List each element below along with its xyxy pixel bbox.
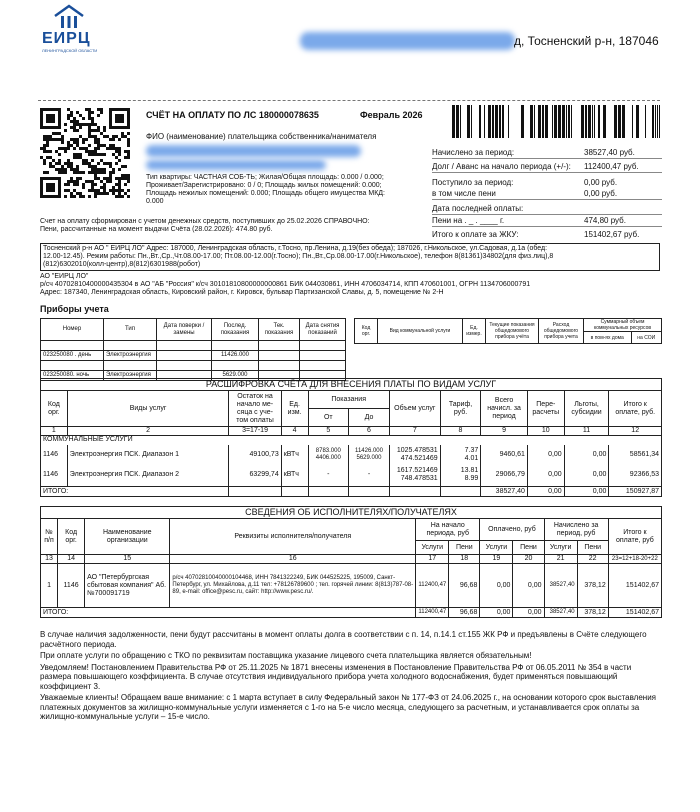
executor-total: 151402,67 bbox=[608, 564, 661, 608]
footer-notes bbox=[40, 630, 662, 722]
services-header: Итого к оплате, руб. bbox=[609, 391, 662, 427]
services-header: Тариф, руб. bbox=[440, 391, 481, 427]
col-number: 14 bbox=[58, 555, 85, 564]
meter-number: 023250080. ночь bbox=[41, 371, 104, 381]
executors-header: Услуги bbox=[480, 541, 513, 555]
contacts-box bbox=[40, 243, 660, 271]
info-line: 0.000 bbox=[146, 198, 164, 205]
meter-number: 023250080 . день bbox=[41, 351, 104, 361]
org-line: АО "ЕИРЦ ЛО" bbox=[40, 273, 89, 280]
executors-header: Оплачено, руб bbox=[480, 519, 544, 541]
services-header: Показания bbox=[308, 391, 389, 409]
services-header: Всего начисл. за период bbox=[481, 391, 528, 427]
service-volume: 1025.478531 474.521469 bbox=[389, 445, 440, 465]
executors-header: Код орг. bbox=[58, 519, 85, 555]
col-number: 11 bbox=[564, 427, 609, 436]
meters-header: Тип bbox=[104, 319, 157, 341]
col-number: 10 bbox=[527, 427, 564, 436]
col-number: 1 bbox=[41, 427, 68, 436]
owner-label: ФИО (наименование) плательщика собственника/нанимателя bbox=[146, 132, 377, 141]
executors-col-numbers bbox=[41, 555, 662, 564]
logo-text: ЕИРЦ bbox=[42, 30, 91, 47]
services-total-row bbox=[41, 487, 662, 497]
executor-num: 1 bbox=[41, 564, 58, 608]
service-charged: 9460,61 bbox=[481, 445, 528, 465]
executors-total-sum: 151402,67 bbox=[608, 608, 661, 618]
executors-total-charged-services: 38527,40 bbox=[544, 608, 577, 618]
meters-header: Послед. показания bbox=[212, 319, 259, 341]
col-number: 15 bbox=[85, 555, 170, 564]
col-number: 23=12+18-20+22 bbox=[608, 555, 661, 564]
executors-header: Итого к оплате, руб bbox=[608, 519, 661, 555]
services-header: От bbox=[308, 409, 349, 427]
executor-requisites: р/сч 40702810040000104468, ИНН 7841322249, БИК 044525225, 195009, Санкт-Петербург, ул. Михайлова, д.11 тел: +78126789600 ; тел. горячей линии: 8(813)787-08-89, e-mail: office@pesc.ru, сайт: http://www.pesc.ru/. bbox=[170, 564, 416, 608]
service-name: Электроэнергия ПСК. Диапазон 1 bbox=[67, 445, 229, 465]
service-recalc: 0,00 bbox=[527, 445, 564, 465]
col-number: 12 bbox=[609, 427, 662, 436]
summary-label: Долг / Аванс на начало периода (+/-): bbox=[432, 162, 571, 171]
service-code: 1146 bbox=[41, 445, 68, 465]
executors-header: Начислено за период, руб bbox=[544, 519, 608, 541]
meters-header: Номер bbox=[41, 319, 104, 341]
services-total-label: ИТОГО: bbox=[41, 487, 229, 497]
summary-row bbox=[432, 204, 662, 215]
bill-title: СЧЁТ НА ОПЛАТУ ПО ЛС 180000078635 bbox=[146, 110, 319, 120]
executors-header: На начало периода, руб bbox=[416, 519, 480, 541]
service-to: - bbox=[349, 465, 390, 487]
service-code: 1146 bbox=[41, 465, 68, 487]
services-title: РАСШИФРОВКА СЧЁТА ДЛЯ ВНЕСЕНИЯ ПЛАТЫ ПО ВИДАМ УСЛУГ bbox=[41, 379, 662, 391]
common-meters-table bbox=[354, 318, 662, 344]
col-number: 20 bbox=[513, 555, 544, 564]
executors-header: Наименование организации bbox=[85, 519, 170, 555]
executors-header: Услуги bbox=[544, 541, 577, 555]
summary-label: Дата последней оплаты: bbox=[432, 204, 524, 213]
meters-title: Приборы учета bbox=[40, 304, 109, 314]
barcode bbox=[452, 105, 664, 143]
summary-label: Пени на . _ . ____ г. bbox=[432, 216, 505, 225]
service-total: 58561,34 bbox=[609, 445, 662, 465]
service-unit: кВТч bbox=[281, 445, 308, 465]
logo bbox=[40, 4, 100, 56]
service-row bbox=[41, 465, 662, 487]
summary-value: 151402,67 руб. bbox=[584, 230, 640, 239]
common-header: на СОИ bbox=[631, 332, 662, 344]
common-header: Вид коммунальной услуги bbox=[378, 319, 463, 344]
summary-row bbox=[432, 216, 662, 227]
redacted-owner bbox=[146, 145, 361, 157]
bill-period: Февраль 2026 bbox=[360, 110, 423, 120]
col-number: 18 bbox=[449, 555, 480, 564]
service-unit: кВТч bbox=[281, 465, 308, 487]
executors-total-start-services: 112400,47 bbox=[416, 608, 449, 618]
qr-code bbox=[40, 108, 130, 200]
meter-date-input[interactable] bbox=[300, 351, 346, 361]
services-header: Ед. изм. bbox=[281, 391, 308, 427]
info-line: Тип квартиры: ЧАСТНАЯ СОБ-ТЬ; Жилая/Общая площадь: 0.000 / 0.000; bbox=[146, 174, 384, 181]
col-number: 5 bbox=[308, 427, 349, 436]
executors-header: Пени bbox=[577, 541, 608, 555]
executor-paid-services: 0,00 bbox=[480, 564, 513, 608]
services-header: Остаток на начало ме-сяца с уче-том оплаты bbox=[229, 391, 281, 427]
cut-line bbox=[38, 100, 660, 101]
service-tariff: 7.37 4.01 bbox=[440, 445, 481, 465]
services-header: Пере-расчеты bbox=[527, 391, 564, 427]
col-number: 19 bbox=[480, 555, 513, 564]
service-volume: 1617.521469 748.478531 bbox=[389, 465, 440, 487]
contacts-line: Тосненский р-н АО " ЕИРЦ ЛО" Адрес: 187000, Ленинградская область, г.Тосно, пр.Ленина, д.19(без обеда); 187026, г.Никольское, ул.Садовая, д.1а (обед: bbox=[43, 245, 548, 252]
summary-row-total bbox=[432, 230, 662, 240]
summary-row bbox=[432, 189, 662, 200]
executors-table bbox=[40, 506, 662, 618]
summary-value: 474,80 руб. bbox=[584, 216, 626, 225]
common-header: Расход общедомового прибора учета bbox=[539, 319, 584, 344]
services-header: Льготы, субсидии bbox=[564, 391, 609, 427]
service-from: - bbox=[308, 465, 349, 487]
service-to: 11426.000 5629.000 bbox=[349, 445, 390, 465]
services-col-numbers bbox=[41, 427, 662, 436]
service-recalc: 0,00 bbox=[527, 465, 564, 487]
apartment-info bbox=[146, 174, 436, 206]
logo-subtext: ЛЕНИНГРАДСКОЙ ОБЛАСТИ bbox=[42, 48, 98, 53]
col-number: 4 bbox=[281, 427, 308, 436]
meter-type: Электроэнергия bbox=[104, 371, 157, 381]
common-header: Ед. измер. bbox=[463, 319, 486, 344]
services-group: КОММУНАЛЬНЫЕ УСЛУГИ bbox=[41, 436, 662, 445]
service-total: 92366,53 bbox=[609, 465, 662, 487]
services-total-sum: 150927,87 bbox=[609, 487, 662, 497]
executor-start-services: 112400,47 bbox=[416, 564, 449, 608]
executor-row bbox=[41, 564, 662, 608]
note-line: Счет на оплату сформирован с учетом денежных средств, поступивших до 25.02.2026 СПРАВОЧНО: bbox=[40, 218, 370, 225]
org-line: р/сч 40702810400000435304 в АО "АБ "Россия" к/сч 30101810800000000861 БИК 044030861, ИНН 4706034714, КПП 470601001, ОГРН 1134706000791 bbox=[40, 281, 531, 288]
executor-org: АО "Петербургская сбытовая компания" Аб.№700091719 bbox=[85, 564, 170, 608]
common-header: Суммарный объем коммунальных ресурсов bbox=[584, 319, 662, 332]
services-header: Код орг. bbox=[41, 391, 68, 427]
executors-total-row bbox=[41, 608, 662, 618]
meter-type: Электроэнергия bbox=[104, 351, 157, 361]
executors-total-start-penalty: 96,68 bbox=[449, 608, 480, 618]
org-line: Адрес: 187340, Ленинградская область, Кировский район, г. Кировск, бульвар Партизанской Славы, д. 5, помещение № 2-Н bbox=[40, 289, 444, 296]
executors-total-label: ИТОГО: bbox=[41, 608, 416, 618]
summary-label: Поступило за период: bbox=[432, 178, 514, 187]
meter-row bbox=[41, 351, 346, 361]
executor-code: 1146 bbox=[58, 564, 85, 608]
col-number: 21 bbox=[544, 555, 577, 564]
service-name: Электроэнергия ПСК. Диапазон 2 bbox=[67, 465, 229, 487]
summary-row bbox=[432, 162, 662, 173]
footer-note: Уважаемые клиенты! Обращаем ваше внимание: с 1 марта вступает в силу Федеральный закон № 177-ФЗ от 24.06.2025 г., на основании которого срок выставления платежных документов за жилищно-коммунальные услуги изменяется с 1-го на 5-е число месяца, следующего за расчетным, и устанавливается срок оплаты за жилищно-коммунальные услуги – 15-е число. bbox=[40, 693, 656, 721]
common-header: Код орг. bbox=[355, 319, 378, 344]
meter-last: 5629.000 bbox=[212, 371, 259, 381]
executor-start-penalty: 96,68 bbox=[449, 564, 480, 608]
summary-value: 38527,40 руб. bbox=[584, 148, 635, 157]
executors-title: СВЕДЕНИЯ ОБ ИСПОЛНИТЕЛЯХ/ПОЛУЧАТЕЛЯХ bbox=[41, 507, 662, 519]
executor-paid-penalty: 0,00 bbox=[513, 564, 544, 608]
summary-value: 0,00 руб. bbox=[584, 178, 618, 187]
meters-header: Дата поверки / замены bbox=[157, 319, 212, 341]
col-number: 3=17-19 bbox=[229, 427, 281, 436]
meter-current-input[interactable] bbox=[259, 351, 300, 361]
service-tariff: 13.81 8.99 bbox=[440, 465, 481, 487]
meters-header: Дата снятия показаний bbox=[300, 319, 346, 341]
services-total-charged: 38527,40 bbox=[481, 487, 528, 497]
col-number: 16 bbox=[170, 555, 416, 564]
contacts-line: (812)6302010(колл-центр),8(812)6301988(робот) bbox=[43, 261, 201, 268]
service-benefits: 0,00 bbox=[564, 445, 609, 465]
info-line: Площадь нежилых помещений: 0.000; Площадь общего имущества МКД: bbox=[146, 190, 385, 197]
services-total-recalc: 0,00 bbox=[527, 487, 564, 497]
bill-note bbox=[40, 218, 440, 234]
service-charged: 29066,79 bbox=[481, 465, 528, 487]
col-number: 2 bbox=[67, 427, 229, 436]
summary-label: в том числе пени bbox=[432, 189, 496, 198]
services-header: До bbox=[349, 409, 390, 427]
footer-note: Уведомляем! Постановлением Правительства РФ от 25.11.2025 № 1871 внесены изменения в Постановление Правительства РФ от 06.05.2011 № 354 в части размера повышающего коэффициента. В случае отсутствия индивидуального прибора учета холодного водоснабжения, будет применяться повышающий коэффициент 3. bbox=[40, 662, 632, 691]
common-header: в пом-ях дома bbox=[584, 332, 632, 344]
col-number: 8 bbox=[440, 427, 481, 436]
services-table bbox=[40, 378, 662, 497]
services-total-benefits: 0,00 bbox=[564, 487, 609, 497]
org-info bbox=[40, 273, 660, 297]
footer-note: При оплате услуги по обращению с ТКО по реквизитам поставщика указание лицевого счета плательщика является обязательным! bbox=[40, 651, 532, 660]
header-address: д, Тосненский р-н, 187046 bbox=[514, 34, 659, 48]
service-remain: 63299,74 bbox=[229, 465, 281, 487]
common-header: Текущие показания общедомового прибора учёта bbox=[486, 319, 539, 344]
meters-header: Тек. показания bbox=[259, 319, 300, 341]
summary-label: Итого к оплате за ЖКУ: bbox=[432, 230, 519, 239]
summary-value: 0,00 руб. bbox=[584, 189, 618, 198]
executors-header: Пени bbox=[449, 541, 480, 555]
house-logo-icon bbox=[52, 4, 86, 30]
col-number: 13 bbox=[41, 555, 58, 564]
meters-table bbox=[40, 318, 346, 381]
summary-label: Начислено за период: bbox=[432, 148, 515, 157]
redacted-owner-address bbox=[146, 160, 326, 170]
executors-total-charged-penalty: 378,12 bbox=[577, 608, 608, 618]
executors-header: № п/п bbox=[41, 519, 58, 555]
service-remain: 49100,73 bbox=[229, 445, 281, 465]
summary-value: 112400,47 руб. bbox=[584, 162, 639, 171]
executors-header: Пени bbox=[513, 541, 544, 555]
meter-last: 11426.000 bbox=[212, 351, 259, 361]
service-from: 8783.000 4406.000 bbox=[308, 445, 349, 465]
service-row bbox=[41, 445, 662, 465]
executors-total-paid-penalty: 0,00 bbox=[513, 608, 544, 618]
executor-charged-services: 38527,40 bbox=[544, 564, 577, 608]
executors-header: Реквизиты исполнителя/получателя bbox=[170, 519, 416, 555]
services-header: Виды услуг bbox=[67, 391, 229, 427]
summary-row bbox=[432, 148, 662, 159]
col-number: 22 bbox=[577, 555, 608, 564]
executors-header: Услуги bbox=[416, 541, 449, 555]
redacted-address bbox=[300, 32, 515, 50]
footer-note: В случае наличия задолженности, пени будут рассчитаны в момент оплаты долга в соответствии с п. 14, п.14.1 ст.155 ЖК РФ и предъявлены в Счёте следующего расчётного периода. bbox=[40, 630, 647, 649]
services-header: Объем услуг bbox=[389, 391, 440, 427]
info-line: Проживает/Зарегистрировано: 0 / 0; Площадь жилых помещений: 0.000; bbox=[146, 182, 382, 189]
contacts-line: 12.00-12.45). Режим работы: Пн.,Вт.,Ср.,Чт.08.00-17.00; Пт.08.00-12.00(г.Тосно); Пн.,Вт.,Ср.08.00-17.00(г.Никольское), телефон 8(81361)34802(для физ.лиц),8 bbox=[43, 253, 554, 260]
col-number: 7 bbox=[389, 427, 440, 436]
executors-total-paid-services: 0,00 bbox=[480, 608, 513, 618]
col-number: 17 bbox=[416, 555, 449, 564]
note-line: Пени, рассчитанные на момент выдачи Счёта (28.02.2026): 474.80 руб. bbox=[40, 226, 273, 233]
summary-row bbox=[432, 178, 662, 188]
col-number: 9 bbox=[481, 427, 528, 436]
col-number: 6 bbox=[349, 427, 390, 436]
executor-charged-penalty: 378,12 bbox=[577, 564, 608, 608]
service-benefits: 0,00 bbox=[564, 465, 609, 487]
